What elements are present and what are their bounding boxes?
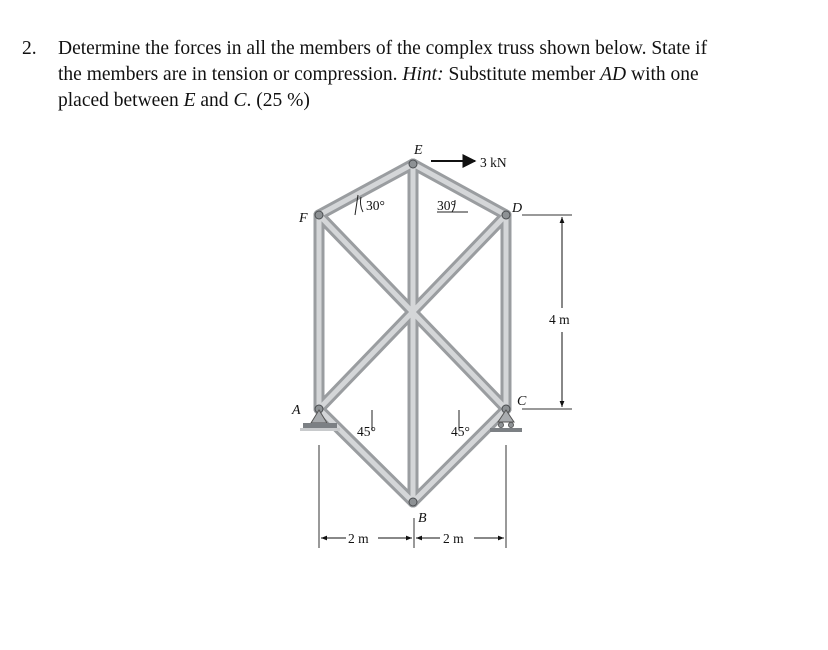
pin-b bbox=[409, 498, 417, 506]
problem-text-2c: with one bbox=[631, 64, 699, 85]
angle-label-bc: 45° bbox=[451, 424, 470, 439]
joint-c-ref: C bbox=[233, 90, 247, 111]
angle-label-ab: 45° bbox=[357, 424, 376, 439]
dimension-lines bbox=[319, 215, 572, 548]
joint-label-d: D bbox=[512, 201, 523, 216]
problem-text-1: Determine the forces in all the members of the complex truss shown below. State if bbox=[58, 38, 708, 59]
pin-e bbox=[409, 160, 417, 168]
dimension-arrows bbox=[321, 217, 562, 538]
problem-text-2b: Substitute member bbox=[448, 64, 596, 85]
hint-label: Hint: bbox=[402, 64, 444, 85]
joint-label-e: E bbox=[414, 143, 423, 158]
pin-f bbox=[315, 211, 323, 219]
dimension-label-height: 4 m bbox=[549, 312, 570, 327]
joint-label-a: A bbox=[292, 403, 301, 418]
problem-text-2a: the members are in tension or compression. bbox=[58, 64, 398, 85]
angle-label-ed: 30° bbox=[437, 198, 456, 213]
load-label: 3 kN bbox=[480, 155, 507, 170]
dimension-label-right: 2 m bbox=[443, 531, 464, 546]
pin-d bbox=[502, 211, 510, 219]
problem-number: 2. bbox=[22, 38, 37, 59]
dimension-label-left: 2 m bbox=[348, 531, 369, 546]
joint-label-f: F bbox=[299, 211, 308, 226]
joint-e-ref: E bbox=[183, 90, 196, 111]
problem-text-3c: . (25 %) bbox=[246, 90, 310, 111]
problem-text-3a: placed between bbox=[58, 90, 179, 111]
truss-members bbox=[319, 164, 506, 502]
member-ad-label: AD bbox=[600, 64, 627, 85]
angle-label-fe: 30° bbox=[366, 198, 385, 213]
joint-label-b: B bbox=[418, 511, 427, 526]
joint-label-c: C bbox=[517, 394, 527, 409]
problem-text-3b: and bbox=[200, 90, 229, 111]
